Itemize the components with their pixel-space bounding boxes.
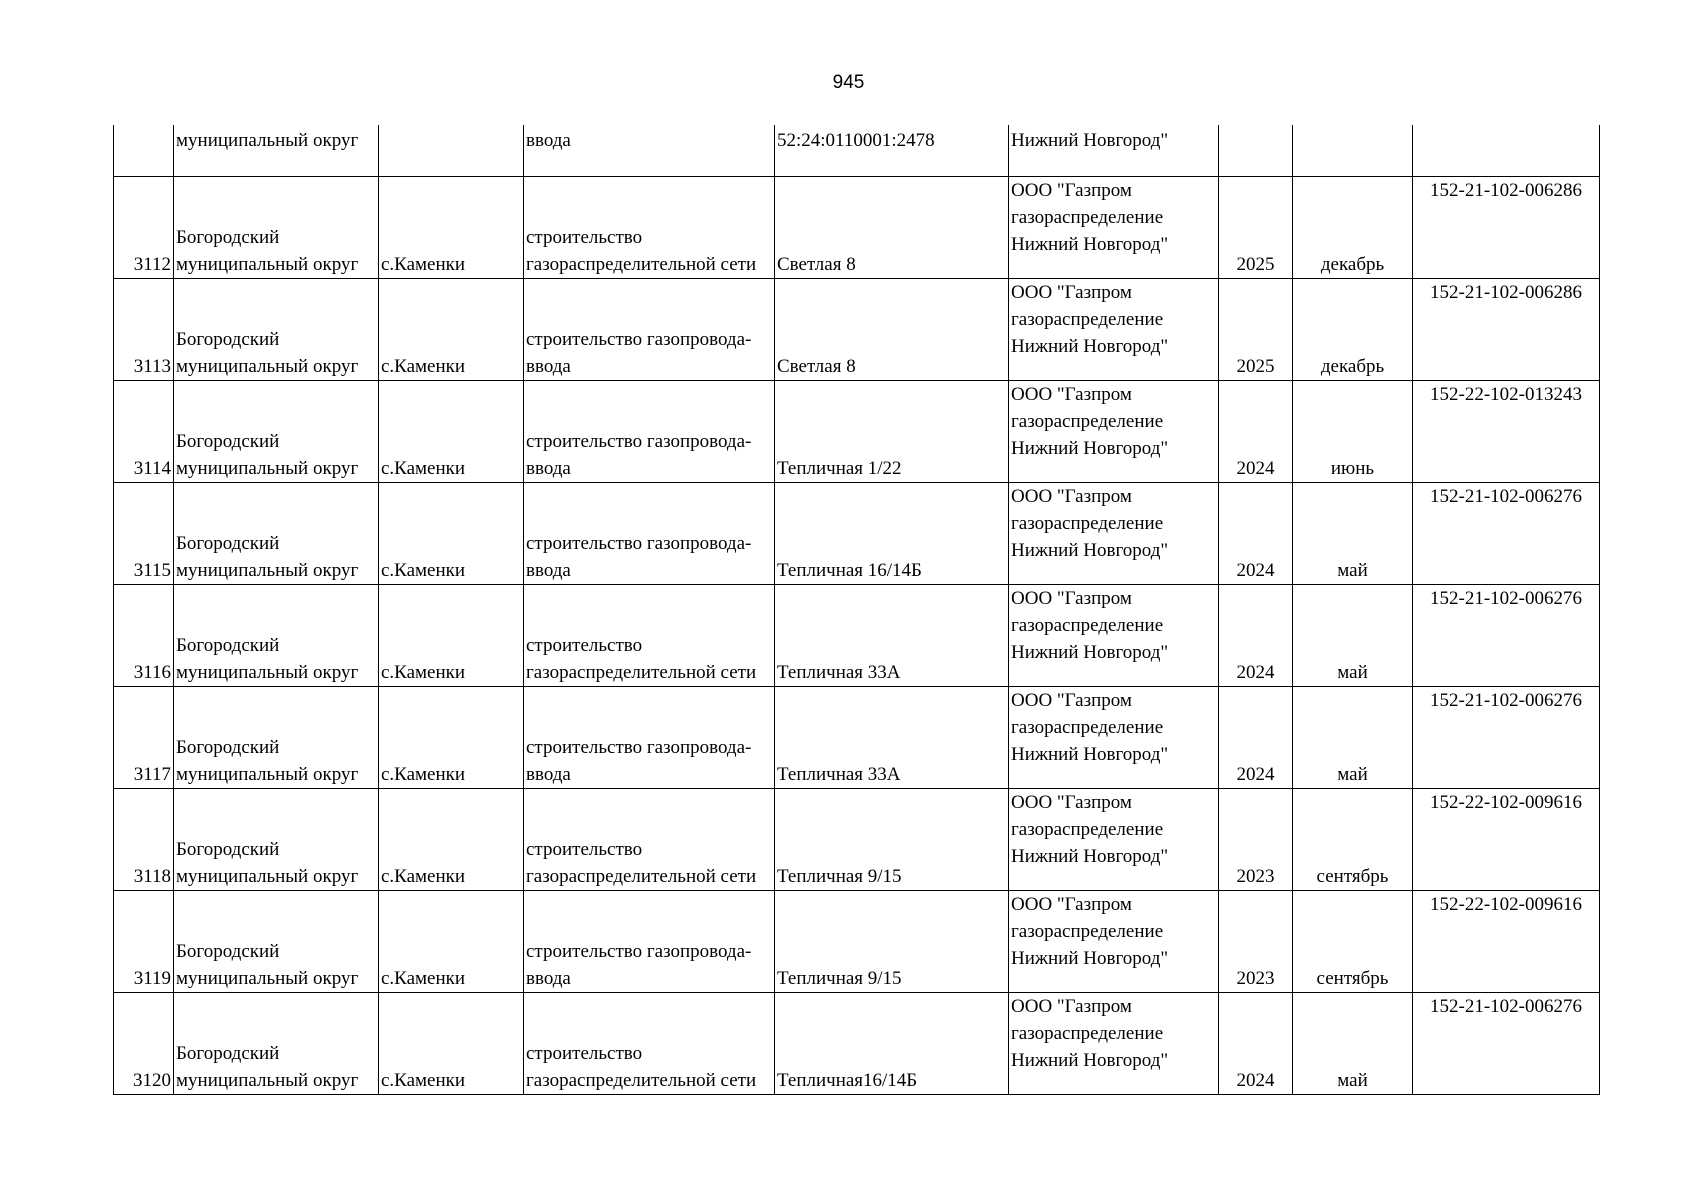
cell-district-line: муниципальный округ xyxy=(176,764,359,785)
cell-num: 3118 xyxy=(114,789,174,891)
cell-operator xyxy=(1009,279,1219,381)
cell-operator: Нижний Новгород" xyxy=(1009,125,1219,177)
cell-work xyxy=(524,789,775,891)
cell-year: 2024 xyxy=(1219,381,1293,483)
cell-operator-line: газораспределение xyxy=(1011,513,1164,534)
cell-district xyxy=(174,177,379,279)
cell-num: 3115 xyxy=(114,483,174,585)
cell-operator xyxy=(1009,993,1219,1095)
cell-district xyxy=(174,789,379,891)
cell-operator-line: ООО "Газпром xyxy=(1011,690,1132,711)
cell-work-line: газораспределительной сети xyxy=(526,662,757,683)
cell-work-line: газораспределительной сети xyxy=(526,254,757,275)
cell-operator-line: Нижний Новгород" xyxy=(1011,744,1169,765)
table-row xyxy=(114,993,1600,1095)
cell-address: Тепличная16/14Б xyxy=(775,993,1009,1095)
cell-work-line: строительство xyxy=(526,1043,643,1064)
cell-district xyxy=(174,993,379,1095)
cell-work xyxy=(524,177,775,279)
cell-work-line: строительство газопровода- xyxy=(526,737,752,758)
cell-address: Тепличная 33А xyxy=(775,585,1009,687)
cell-operator xyxy=(1009,177,1219,279)
cell-operator-line: Нижний Новгород" xyxy=(1011,438,1169,459)
cell-month: июнь xyxy=(1293,381,1413,483)
cell-district-line: Богородский xyxy=(176,635,280,656)
cell-district-line: муниципальный округ xyxy=(176,866,359,887)
table-row xyxy=(114,585,1600,687)
table-row-continuation xyxy=(114,125,1600,177)
cell-operator-line: Нижний Новгород" xyxy=(1011,642,1169,663)
table-row xyxy=(114,177,1600,279)
table-row xyxy=(114,891,1600,993)
cell-address: Тепличная 16/14Б xyxy=(775,483,1009,585)
cell-district-line: муниципальный округ xyxy=(176,254,359,275)
cell-locality: с.Каменки xyxy=(379,687,524,789)
cell-work: ввода xyxy=(524,125,775,177)
cell-locality: с.Каменки xyxy=(379,381,524,483)
cell-num: 3117 xyxy=(114,687,174,789)
cell-month: сентябрь xyxy=(1293,891,1413,993)
cell-address: Светлая 8 xyxy=(775,279,1009,381)
page-number: 945 xyxy=(832,72,865,93)
cell-code: 152-21-102-006286 xyxy=(1413,279,1600,381)
cell-year: 2025 xyxy=(1219,279,1293,381)
cell-work-line: газораспределительной сети xyxy=(526,866,757,887)
cell-work-line: строительство газопровода- xyxy=(526,533,752,554)
table-row xyxy=(114,789,1600,891)
cell-address: Тепличная 9/15 xyxy=(775,891,1009,993)
cell-operator-line: газораспределение xyxy=(1011,207,1164,228)
table-row xyxy=(114,687,1600,789)
table-row xyxy=(114,279,1600,381)
cell-operator-line: газораспределение xyxy=(1011,1023,1164,1044)
cell-month: декабрь xyxy=(1293,177,1413,279)
cell-district-line: муниципальный округ xyxy=(176,458,359,479)
cell-operator-line: газораспределение xyxy=(1011,819,1164,840)
cell-month: сентябрь xyxy=(1293,789,1413,891)
cell-code: 152-21-102-006276 xyxy=(1413,687,1600,789)
cell-num: 3119 xyxy=(114,891,174,993)
cell-locality: с.Каменки xyxy=(379,177,524,279)
cell-operator-line: ООО "Газпром xyxy=(1011,180,1132,201)
cell-work-line: строительство xyxy=(526,227,643,248)
cell-year: 2025 xyxy=(1219,177,1293,279)
cell-district-line: Богородский xyxy=(176,533,280,554)
cell-work-line: строительство xyxy=(526,839,643,860)
cell-operator xyxy=(1009,585,1219,687)
cell-year: 2024 xyxy=(1219,585,1293,687)
cell-month: май xyxy=(1293,585,1413,687)
cell-num xyxy=(114,125,174,177)
cell-district xyxy=(174,279,379,381)
cell-code: 152-21-102-006276 xyxy=(1413,585,1600,687)
cell-locality: с.Каменки xyxy=(379,789,524,891)
cell-work-line: строительство газопровода- xyxy=(526,941,752,962)
cell-year: 2023 xyxy=(1219,789,1293,891)
cell-operator-line: газораспределение xyxy=(1011,411,1164,432)
cell-month: май xyxy=(1293,687,1413,789)
cell-district-line: Богородский xyxy=(176,431,280,452)
cell-district-line: муниципальный округ xyxy=(176,968,359,989)
cell-year: 2023 xyxy=(1219,891,1293,993)
cell-district-line: Богородский xyxy=(176,839,280,860)
cell-operator-line: ООО "Газпром xyxy=(1011,792,1132,813)
cell-district: муниципальный округ xyxy=(174,125,379,177)
cell-operator-line: ООО "Газпром xyxy=(1011,894,1132,915)
table-body xyxy=(114,125,1600,1095)
cell-month: май xyxy=(1293,483,1413,585)
cell-work-line: ввода xyxy=(526,356,571,377)
cell-month: декабрь xyxy=(1293,279,1413,381)
cell-operator-line: Нижний Новгород" xyxy=(1011,948,1169,969)
cell-year: 2024 xyxy=(1219,483,1293,585)
cell-work-line: строительство газопровода- xyxy=(526,329,752,350)
cell-code: 152-22-102-013243 xyxy=(1413,381,1600,483)
cell-work xyxy=(524,483,775,585)
cell-work-line: газораспределительной сети xyxy=(526,1070,757,1091)
cell-district xyxy=(174,585,379,687)
cell-month xyxy=(1293,125,1413,177)
cell-num: 3112 xyxy=(114,177,174,279)
cell-work-line: строительство xyxy=(526,635,643,656)
cell-num: 3120 xyxy=(114,993,174,1095)
cell-work-line: ввода xyxy=(526,968,571,989)
cell-district-line: муниципальный округ xyxy=(176,560,359,581)
cell-work xyxy=(524,585,775,687)
cell-operator-line: газораспределение xyxy=(1011,717,1164,738)
cell-operator-line: Нижний Новгород" xyxy=(1011,234,1169,255)
cell-locality: с.Каменки xyxy=(379,891,524,993)
cell-operator-line: ООО "Газпром xyxy=(1011,384,1132,405)
cell-operator-line: ООО "Газпром xyxy=(1011,996,1132,1017)
cell-district-line: Богородский xyxy=(176,227,280,248)
cell-work-line: строительство газопровода- xyxy=(526,431,752,452)
cell-operator-line: ООО "Газпром xyxy=(1011,588,1132,609)
cell-district-line: Богородский xyxy=(176,737,280,758)
cell-code xyxy=(1413,125,1600,177)
cell-code: 152-21-102-006276 xyxy=(1413,483,1600,585)
cell-work-line: ввода xyxy=(526,764,571,785)
cell-operator xyxy=(1009,483,1219,585)
cell-operator-line: газораспределение xyxy=(1011,309,1164,330)
cell-operator-line: газораспределение xyxy=(1011,615,1164,636)
cell-district-line: Богородский xyxy=(176,1043,280,1064)
cell-locality: с.Каменки xyxy=(379,585,524,687)
cell-district xyxy=(174,891,379,993)
cell-district xyxy=(174,381,379,483)
cell-district-line: Богородский xyxy=(176,329,280,350)
cell-operator xyxy=(1009,687,1219,789)
cell-num: 3116 xyxy=(114,585,174,687)
cell-year: 2024 xyxy=(1219,687,1293,789)
cell-work-line: ввода xyxy=(526,560,571,581)
cell-address: Тепличная 9/15 xyxy=(775,789,1009,891)
table-row xyxy=(114,381,1600,483)
cell-address: Тепличная 33А xyxy=(775,687,1009,789)
cell-district xyxy=(174,483,379,585)
cell-code: 152-22-102-009616 xyxy=(1413,891,1600,993)
cell-operator xyxy=(1009,381,1219,483)
cell-district-line: муниципальный округ xyxy=(176,356,359,377)
gas-works-table xyxy=(113,125,1600,1095)
cell-locality: с.Каменки xyxy=(379,279,524,381)
cell-locality xyxy=(379,125,524,177)
cell-work xyxy=(524,993,775,1095)
cell-district-line: муниципальный округ xyxy=(176,662,359,683)
cell-code: 152-21-102-006276 xyxy=(1413,993,1600,1095)
table-row xyxy=(114,483,1600,585)
cell-code: 152-21-102-006286 xyxy=(1413,177,1600,279)
cell-operator-line: ООО "Газпром xyxy=(1011,486,1132,507)
cell-district xyxy=(174,687,379,789)
cell-district-line: муниципальный округ xyxy=(176,1070,359,1091)
cell-year xyxy=(1219,125,1293,177)
cell-address: 52:24:0110001:2478 xyxy=(775,125,1009,177)
cell-locality: с.Каменки xyxy=(379,993,524,1095)
cell-num: 3114 xyxy=(114,381,174,483)
cell-work xyxy=(524,381,775,483)
cell-work xyxy=(524,279,775,381)
cell-address: Светлая 8 xyxy=(775,177,1009,279)
cell-operator-line: ООО "Газпром xyxy=(1011,282,1132,303)
cell-work-line: ввода xyxy=(526,458,571,479)
cell-num: 3113 xyxy=(114,279,174,381)
cell-locality: с.Каменки xyxy=(379,483,524,585)
cell-operator-line: Нижний Новгород" xyxy=(1011,846,1169,867)
cell-operator-line: Нижний Новгород" xyxy=(1011,1050,1169,1071)
cell-district-line: Богородский xyxy=(176,941,280,962)
cell-code: 152-22-102-009616 xyxy=(1413,789,1600,891)
cell-work xyxy=(524,891,775,993)
cell-operator xyxy=(1009,789,1219,891)
cell-month: май xyxy=(1293,993,1413,1095)
cell-operator-line: Нижний Новгород" xyxy=(1011,336,1169,357)
cell-operator-line: газораспределение xyxy=(1011,921,1164,942)
cell-operator xyxy=(1009,891,1219,993)
cell-operator-line: Нижний Новгород" xyxy=(1011,540,1169,561)
cell-address: Тепличная 1/22 xyxy=(775,381,1009,483)
cell-year: 2024 xyxy=(1219,993,1293,1095)
cell-work xyxy=(524,687,775,789)
